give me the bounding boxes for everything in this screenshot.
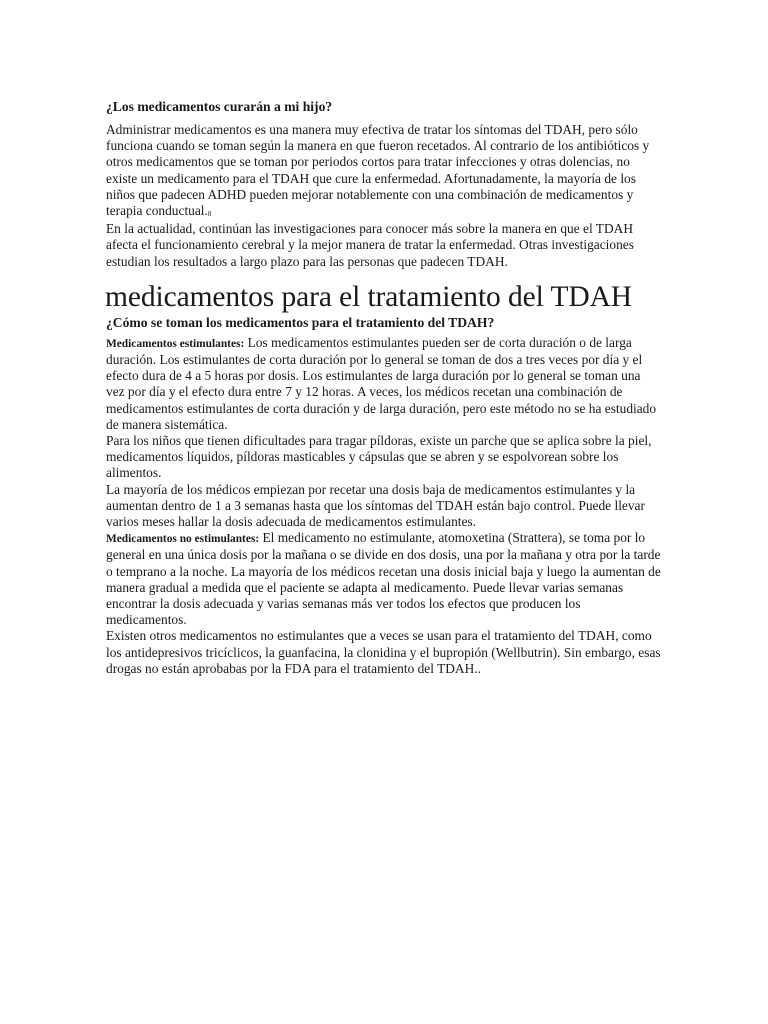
paragraph-dosage: La mayoría de los médicos empiezan por recetar una dosis baja de medicamentos estimulantes y la aumentan dentro de 1 a 3 semanas hasta que los síntomas del TDAH están bajo control. Puede llevar varios meses hallar la dosis adecuada de medicamentos estimulantes.: [106, 481, 645, 530]
paragraph-other-medications: Existen otros medicamentos no estimulantes que a veces se usan para el tratamiento del TDAH, como los antidepresivos tricíclicos, la guanfacina, la clonidina y el bupropión (Wellbutrin). Sin embargo, esas drogas no están aprobabas por la FDA para el tratamiento del TDAH..: [106, 628, 661, 676]
paragraph-lead-stimulants: Medicamentos estimulantes:: [106, 337, 245, 350]
paragraph-lead-non-stimulants: Medicamentos no estimulantes:: [106, 533, 260, 546]
section-title-medications: medicamentos para el tratamiento del TDAH: [105, 280, 632, 313]
paragraph-text: Los medicamentos estimulantes pueden ser de corta duración o de larga duración. Los estimulantes de corta duración por lo general se toman de dos a tres veces por día y el efecto dura de 4 a 5 horas por dosis. Los estimulantes de larga duración por lo general se toman una vez por día y el efecto dura entre 7 y 12 horas. A veces, los médicos recetan una combinación de medicamentos estimulantes de corta duración y de larga duración, pero este método no se ha estudiado de manera sistemática.: [106, 334, 657, 432]
question-heading-how-taken: ¿Cómo se toman los medicamentos para el tratamiento del TDAH?: [106, 314, 495, 330]
document-page: [106, 98, 662, 677]
paragraph-medication-effectiveness: [106, 122, 662, 221]
paragraph-swallowing: Para los niños que tienen dificultades para tragar píldoras, existe un parche que se aplica sobre la piel, medicamentos líquidos, píldoras masticables y cápsulas que se abren y se espolvorean sobre los alimentos.: [106, 433, 652, 481]
question-heading-cure: ¿Los medicamentos curarán a mi hijo?: [106, 99, 333, 114]
paragraph-text: Administrar medicamentos es una manera muy efectiva de tratar los síntomas del TDAH, pero sólo funciona cuando se toman según la manera en que fueron recetados. Al contrario de los antibióticos y otros medicamentos que se toman por periodos cortos para tratar infecciones y otras dolencias, no existe un medicamento para el TDAH que cure la enfermedad. Afortunadamente, la mayoría de los niños que padecen ADHD pueden mejorar notablemente con una combinación de medicamentos y terapia conductual.: [106, 122, 650, 219]
paragraph-stimulants: [106, 335, 662, 433]
paragraph-research: En la actualidad, continúan las investigaciones para conocer más sobre la manera en que el TDAH afecta el funcionamiento cerebral y la mejor manera de tratar la enfermedad. Otras investigaciones estudian los resultados a largo plazo para las personas que padecen TDAH.: [106, 221, 634, 269]
reference-marker: 8: [207, 210, 212, 219]
paragraph-non-stimulants: [106, 530, 662, 628]
paragraph-text: El medicamento no estimulante, atomoxetina (Strattera), se toma por lo general en una única dosis por la mañana o se divide en dos dosis, una por la mañana y otra por la tarde o temprano a la noche. La mayoría de los médicos recetan una dosis inicial baja y luego la aumentan de manera gradual a medida que el paciente se adapta al medicamento. Puede llevar varias semanas encontrar la dosis adecuada y varias semanas más ver todos los efectos que producen los medicamentos.: [106, 530, 661, 628]
